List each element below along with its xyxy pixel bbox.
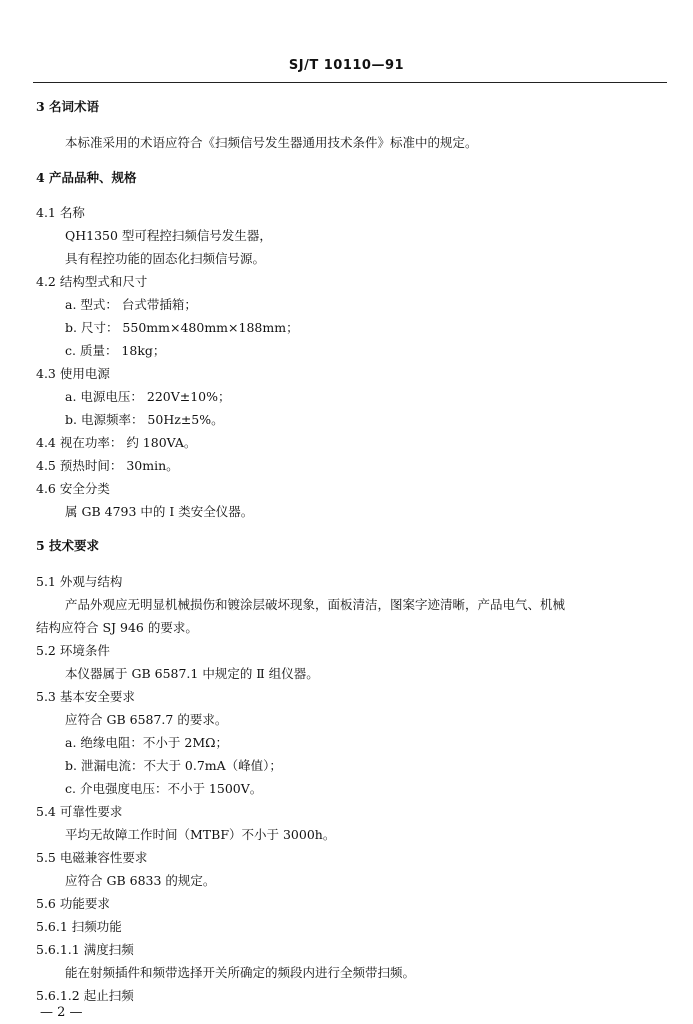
clause-4-6-heading: 4.6 安全分类 [36, 481, 110, 496]
section-4-heading: 4 产品品种、规格 [36, 170, 137, 185]
clause-5-3-item-c: c. 介电强度电压：不小于 1500V。 [65, 781, 263, 796]
clause-4-2-item-a: a. 型式： 台式带插箱； [65, 297, 197, 312]
clause-5-3-item-a: a. 绝缘电阻：不小于 2MΩ； [65, 735, 228, 750]
clause-5-4-heading: 5.4 可靠性要求 [36, 804, 123, 819]
clause-5-2-text: 本仪器属于 GB 6587.1 中规定的 Ⅱ 组仪器。 [65, 666, 319, 681]
clause-4-5: 4.5 预热时间： 30min。 [36, 458, 179, 473]
clause-4-1-heading: 4.1 名称 [36, 205, 85, 220]
clause-5-5-text: 应符合 GB 6833 的规定。 [65, 873, 216, 888]
clause-5-2-heading: 5.2 环境条件 [36, 643, 110, 658]
section-3-text: 本标准采用的术语应符合《扫频信号发生器通用技术条件》标准中的规定。 [65, 135, 478, 150]
clause-4-3-heading: 4.3 使用电源 [36, 366, 110, 381]
clause-5-5-heading: 5.5 电磁兼容性要求 [36, 850, 148, 865]
clause-4-2-item-b: b. 尺寸： 550mm×480mm×188mm； [65, 320, 299, 335]
clause-5-6-heading: 5.6 功能要求 [36, 896, 110, 911]
clause-5-3-text: 应符合 GB 6587.7 的要求。 [65, 712, 228, 727]
clause-5-6-1-heading: 5.6.1 扫频功能 [36, 919, 122, 934]
clause-5-1-heading: 5.1 外观与结构 [36, 574, 123, 589]
clause-5-1-text-2: 结构应符合 SJ 946 的要求。 [36, 620, 198, 635]
clause-4-4: 4.4 视在功率： 约 180VA。 [36, 435, 197, 450]
standard-code-header: SJ/T 10110—91 [288, 58, 405, 73]
clause-4-2-heading: 4.2 结构型式和尺寸 [36, 274, 148, 289]
clause-5-4-text: 平均无故障工作时间（MTBF）不小于 3000h。 [65, 827, 336, 842]
clause-5-6-1-2-heading: 5.6.1.2 起止扫频 [36, 988, 134, 1003]
clause-4-2-item-c: c. 质量： 18kg； [65, 343, 166, 358]
clause-5-6-1-1-text: 能在射频插件和频带选择开关所确定的频段内进行全频带扫频。 [65, 965, 416, 980]
clause-5-6-1-1-heading: 5.6.1.1 满度扫频 [36, 942, 134, 957]
page-number: — 2 — [40, 1005, 83, 1020]
section-3-heading: 3 名词术语 [36, 99, 100, 114]
section-5-heading: 5 技术要求 [36, 538, 100, 553]
clause-4-1-text-2: 具有程控功能的固态化扫频信号源。 [65, 251, 266, 266]
clause-5-3-item-b: b. 泄漏电流：不大于 0.7mA（峰值）； [65, 758, 282, 773]
clause-5-3-heading: 5.3 基本安全要求 [36, 689, 135, 704]
header-rule [33, 82, 667, 83]
clause-4-3-item-a: a. 电源电压： 220V±10%； [65, 389, 231, 404]
clause-4-6-text: 属 GB 4793 中的 I 类安全仪器。 [65, 504, 254, 519]
clause-4-3-item-b: b. 电源频率： 50Hz±5%。 [65, 412, 224, 427]
clause-5-1-text-1: 产品外观应无明显机械损伤和镀涂层破坏现象，面板清洁，图案字迹清晰，产品电气、机械 [65, 597, 566, 612]
clause-4-1-text-1: QH1350 型可程控扫频信号发生器， [65, 228, 272, 243]
